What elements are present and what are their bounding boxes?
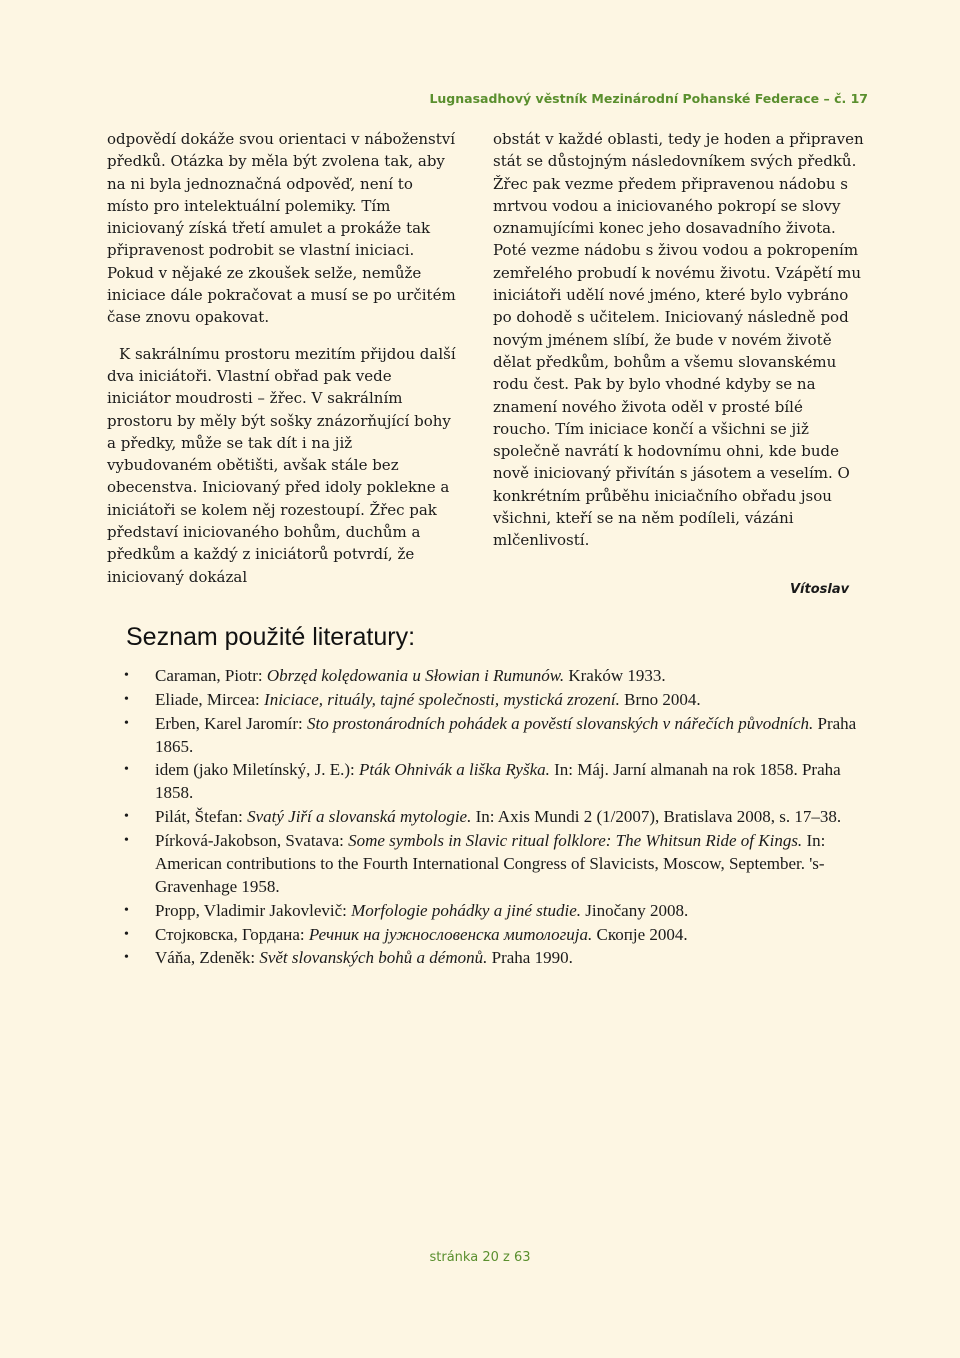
literature-title: Obrzęd kolędowania u Słowian i Rumunów. <box>266 666 565 685</box>
literature-item <box>124 899 874 922</box>
literature-item <box>124 758 874 804</box>
literature-title: Morfologie pohádky a jiné studie. <box>351 900 582 920</box>
literature-title: Some symbols in Slavic ritual folklore: The Whitsun Ride of Kings. <box>348 830 803 850</box>
literature-author: Erben, Karel Jaromír: <box>155 713 307 733</box>
literature-item <box>124 946 874 969</box>
literature-author: Pírková-Jakobson, Svatava: <box>155 830 349 850</box>
literature-author: Стојковска, Гордана: <box>155 924 309 944</box>
right-paragraph-1: obstát v každé oblasti, tedy je hoden a připraven stát se důstojným následovníkem svých předků. Žřec pak vezme předem připravenou nádobu s mrtvou vodou a iniciovaného pokropí se slovy oznamujícími konec jeho dosavadního života. Poté vezme nádobu s živou vodou a pokropením zemřelého probudí k novému životu. Vzápětí mu iniciátoři udělí nové jméno, které bylo vybráno po dohodě s učitelem. Iniciovaný následně pod novým jménem slíbí, že bude v novém životě dělat předkům, bohům a všemu slovanskému rodu čest. Pak by bylo vhodné kdyby se na znamení nového života oděl v prosté bílé roucho. Tím iniciace končí a všichni se již společně navrátí k hodovnímu ohni, kde bude nově iniciovaný přivítán s jásotem a veselím. O konkrétním průběhu iniciačního obřadu jsou všichni, kteří se na něm podíleli, vázáni mlčenlivostí. <box>493 130 864 550</box>
literature-author: Pilát, Štefan: <box>155 807 248 827</box>
literature-details: Praha 1990. <box>487 948 573 968</box>
bullet-icon: • <box>124 902 129 918</box>
literature-details: Kraków 1933. <box>564 666 666 685</box>
literature-title: Речник на јужнословенска митологија. <box>308 924 593 944</box>
literature-author: Caraman, Piotr: <box>155 666 267 685</box>
literature-details: In: Axis Mundi 2 (1/2007), Bratislava 2008, s. 17–38. <box>471 807 842 827</box>
left-paragraph-2: K sakrálnímu prostoru mezitím přijdou další dva iniciátoři. Vlastní obřad pak vede iniciátor moudrosti – žřec. V sakrálním prostoru by měly být sošky znázorňující bohy a předky, může se tak dít i na již vybudovaném obětišti, avšak stále bez obecenstva. Iniciovaný před idoly poklekne a iniciátoři se kolem něj rozestoupí. Žřec pak představí iniciovaného bohům, duchům a předkům a každý z iniciátorů potvrdí, že iniciovaný dokázal <box>107 344 456 586</box>
literature-item <box>124 923 874 946</box>
bullet-icon: • <box>124 668 129 683</box>
bullet-icon: • <box>124 809 129 825</box>
literature-details: In: Máj. Jarní almanah na rok 1858. Praha 1858. <box>155 760 841 803</box>
literature-item <box>124 664 874 687</box>
bullet-icon: • <box>124 950 129 966</box>
newsletter-header: Lugnasadhový věstník Mezinárodní Pohanské Federace – č. 17 <box>429 91 868 106</box>
right-text-column <box>493 128 865 552</box>
literature-details: Скопје 2004. <box>592 924 688 944</box>
bullet-icon: • <box>124 926 129 942</box>
left-text-column <box>107 128 459 588</box>
literature-details: Brno 2004. <box>619 689 701 709</box>
bullet-icon: • <box>124 832 129 848</box>
literature-item <box>124 805 874 828</box>
literature-author: Váňa, Zdeněk: <box>155 948 260 968</box>
bullet-icon: • <box>124 762 129 778</box>
literature-title: Iniciace, rituály, tajné společnosti, mystická zrození. <box>264 689 620 709</box>
bullet-icon: • <box>124 715 129 731</box>
literature-title: Svatý Jiří a slovanská mytologie. <box>247 807 472 827</box>
literature-author: idem (jako Miletínský, J. E.): <box>155 760 359 780</box>
literature-details: In: American contributions to the Fourth International Congress of Slavicists, Moscow, September. 's-Gravenhage 1958. <box>155 830 826 896</box>
bullet-icon: • <box>124 691 129 707</box>
literature-author: Eliade, Mircea: <box>155 689 265 709</box>
literature-item <box>124 712 874 758</box>
left-paragraph-1: odpovědí dokáže svou orientaci v náboženství předků. Otázka by měla být zvolena tak, aby na ni byla jednoznačná odpověď, není to místo pro intelektuální polemiky. Tím iniciovaný získá třetí amulet a prokáže tak připravenost podrobit se vlastní iniciaci. Pokud v nějaké ze zkoušek selže, nemůže iniciace dále pokračovat a musí se po určitém čase znovu opakovat. <box>107 130 456 327</box>
literature-details: Praha 1865. <box>155 713 857 756</box>
literature-title: Pták Ohnivák a liška Ryška. <box>358 760 550 780</box>
literature-item <box>124 829 874 898</box>
literature-title: Svět slovanských bohů a démonů. <box>259 948 488 968</box>
page-number: stránka 20 z 63 <box>429 1250 531 1265</box>
literature-author: Propp, Vladimir Jakovlevič: <box>155 900 352 920</box>
literature-list <box>124 664 874 970</box>
literature-item <box>124 688 874 711</box>
literature-heading: Seznam použité literatury: <box>126 623 416 651</box>
literature-title: Sto prostonárodních pohádek a pověstí slovanských v nářečích původních. <box>307 713 814 733</box>
author-signature: Vítoslav <box>790 582 850 597</box>
literature-details: Jinočany 2008. <box>581 900 689 920</box>
